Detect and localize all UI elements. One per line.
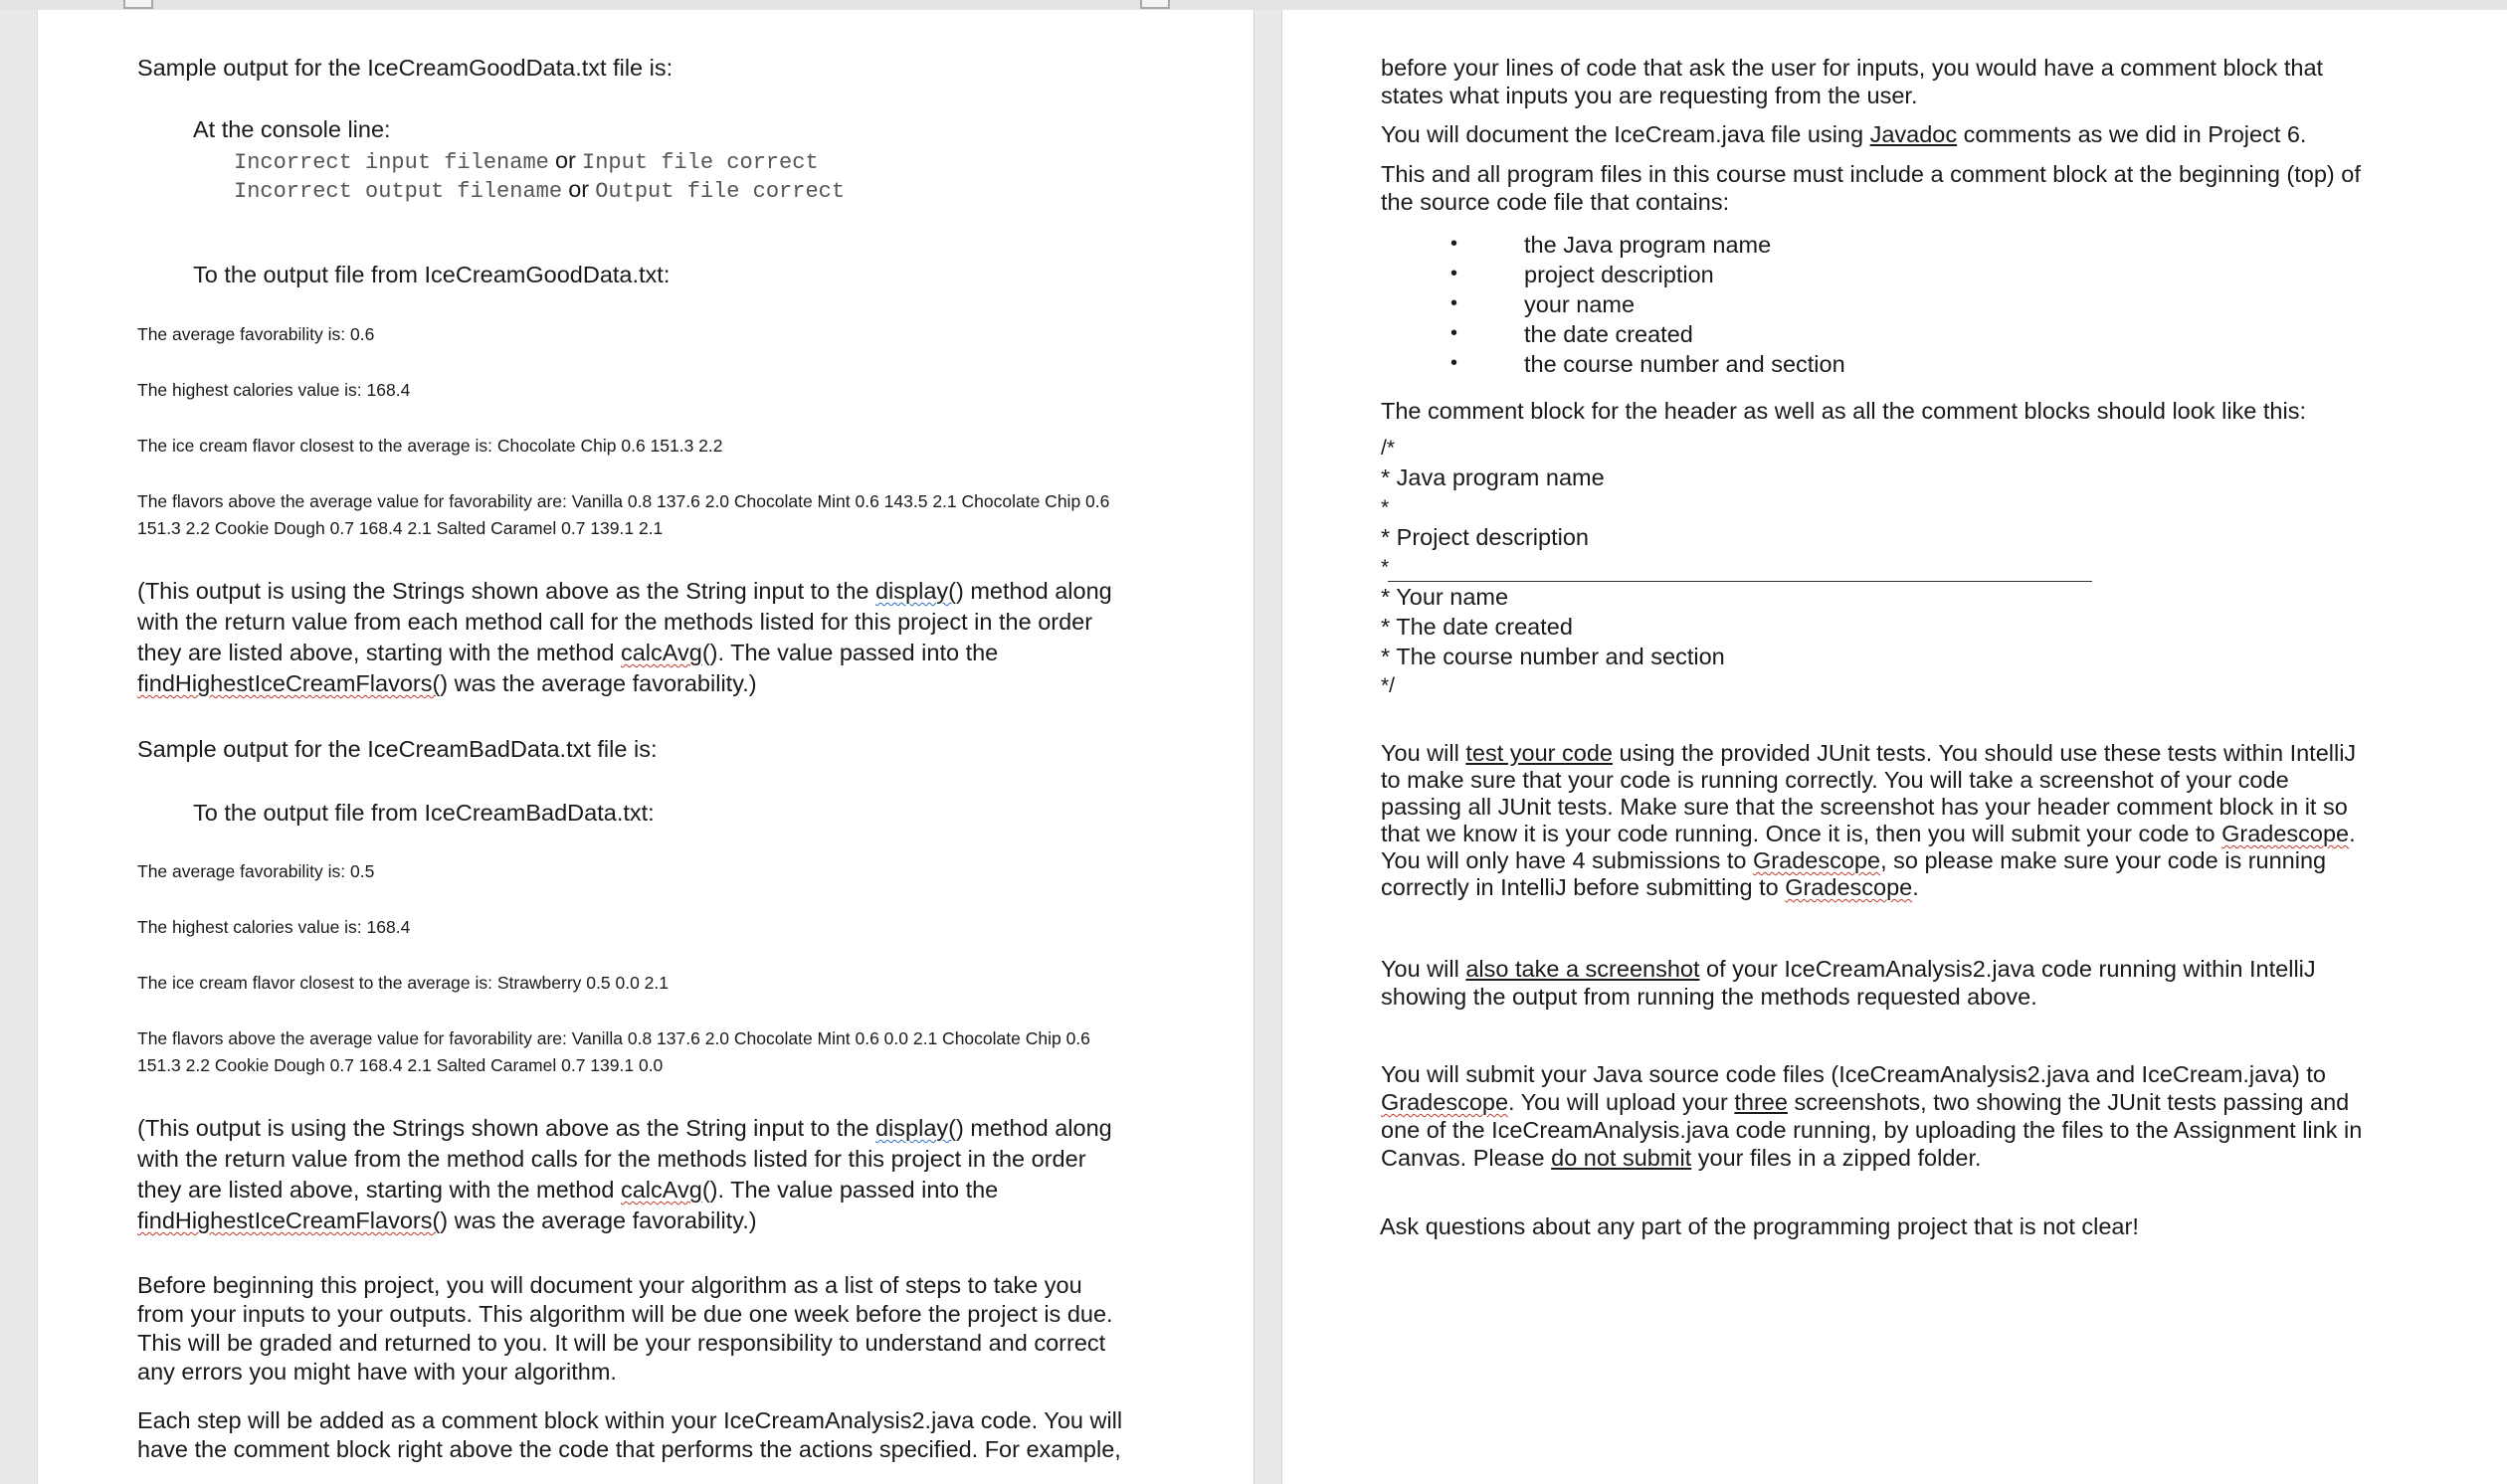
bullet-item: the date created (1524, 321, 1693, 347)
bad-closest-line: The ice cream flavor closest to the average is: Strawberry 0.5 0.0 2.1 (137, 973, 669, 993)
junit-line-6: correctly in IntelliJ before submitting to Gradescope. (1381, 874, 1919, 900)
comment-line: * (1381, 556, 1390, 579)
junit-line-1: You will test your code using the provided JUnit tests. You should use these tests within IntelliJ (1381, 740, 2357, 766)
comment-line: * Java program name (1381, 464, 1605, 490)
junit-line-2: to make sure that your code is running correctly. You will take a screenshot of your code (1381, 767, 2289, 793)
comment-line: * Project description (1381, 524, 1589, 550)
good-highest-line: The highest calories value is: 168.4 (137, 380, 411, 400)
sample-good-heading: Sample output for the IceCreamGoodData.txt file is: (137, 55, 674, 81)
document-page-left (37, 10, 1254, 1484)
bullet-item: your name (1524, 291, 1636, 317)
algorithm-line-1: Before beginning this project, you will document your algorithm as a list of steps to take you (137, 1272, 1082, 1298)
junit-line-3: passing all JUnit tests. Make sure that the screenshot has your header comment block in it so (1381, 794, 2348, 820)
note-good-line-2: with the return value from each method call for the methods listed for this project in the order (137, 609, 1093, 635)
ruler-bar (0, 0, 2507, 10)
junit-line-4: that we know it is your code running. Once it is, then you will submit your code to Gradescope. (1381, 821, 2356, 846)
note-bad-line-4: findHighestIceCreamFlavors() was the average favorability.) (137, 1207, 757, 1233)
bullet-item: the Java program name (1524, 232, 1772, 258)
bullet-icon: • (1450, 322, 1458, 344)
step-line-2: have the comment block right above the code that performs the actions specified. For example, (137, 1436, 1121, 1462)
good-output-label: To the output file from IceCreamGoodData.txt: (193, 262, 671, 287)
good-above-line-2: 151.3 2.2 Cookie Dough 0.7 168.4 2.1 Salted Caramel 0.7 139.1 2.1 (137, 518, 664, 538)
note-good-line-4: findHighestIceCreamFlavors() was the average favorability.) (137, 670, 757, 696)
bullet-icon: • (1450, 233, 1458, 255)
intro-line-1: before your lines of code that ask the user for inputs, you would have a comment block that (1381, 55, 2324, 81)
comment-line: */ (1381, 674, 1396, 697)
ruler-marker-right[interactable] (1140, 0, 1170, 9)
submit-line-3: one of the IceCreamAnalysis.java code running, by uploading the files to the Assignment link in (1381, 1117, 2363, 1143)
submit-line-4: Canvas. Please do not submit your files in a zipped folder. (1381, 1145, 1982, 1171)
header-req-line-1: This and all program files in this course must include a comment block at the beginning (top) of (1381, 161, 2361, 187)
note-bad-line-1: (This output is using the Strings shown above as the String input to the display() method along (137, 1115, 1112, 1141)
good-above-line-1: The flavors above the average value for favorability are: Vanilla 0.8 137.6 2.0 Chocolate Mint 0.6 143.5 2.1 Chocolate Chip 0.6 (137, 491, 1110, 511)
bad-above-line-2: 151.3 2.2 Cookie Dough 0.7 168.4 2.1 Salted Caramel 0.7 139.1 0.0 (137, 1055, 664, 1075)
console-label: At the console line: (193, 116, 391, 142)
bullet-icon: • (1450, 292, 1458, 314)
comment-line: * The date created (1381, 614, 1573, 640)
comment-line: * Your name (1381, 584, 1509, 610)
note-bad-line-2: with the return value from the method calls for the methods listed for this project in the order (137, 1146, 1086, 1172)
console-line-2: Incorrect output filename or Output file correct (234, 176, 846, 204)
screenshot-line-1: You will also take a screenshot of your IceCreamAnalysis2.java code running within IntelliJ (1381, 956, 2316, 982)
good-avg-line: The average favorability is: 0.6 (137, 324, 375, 344)
note-good-line-1: (This output is using the Strings shown above as the String input to the display() method along (137, 578, 1112, 604)
bad-highest-line: The highest calories value is: 168.4 (137, 917, 411, 937)
comment-line: * The course number and section (1381, 644, 1725, 669)
comment-line: * (1381, 496, 1390, 519)
algorithm-line-2: from your inputs to your outputs. This algorithm will be due one week before the project is due. (137, 1301, 1113, 1327)
intro-line-2: states what inputs you are requesting from the user. (1381, 83, 1918, 108)
note-good-line-3: they are listed above, starting with the method calcAvg(). The value passed into the (137, 640, 999, 665)
ruler-marker-left[interactable] (123, 0, 153, 9)
screenshot-line-2: showing the output from running the methods requested above. (1381, 984, 2037, 1010)
sample-bad-heading: Sample output for the IceCreamBadData.txt file is: (137, 736, 658, 762)
bad-above-line-1: The flavors above the average value for favorability are: Vanilla 0.8 137.6 2.0 Chocolate Mint 0.6 0.0 2.1 Chocolate Chip 0.6 (137, 1028, 1090, 1048)
bullet-item: the course number and section (1524, 351, 1845, 377)
comment-line: /* (1381, 437, 1396, 460)
bullet-icon: • (1450, 352, 1458, 374)
step-line-1: Each step will be added as a comment block within your IceCreamAnalysis2.java code. You will (137, 1407, 1123, 1433)
good-closest-line: The ice cream flavor closest to the average is: Chocolate Chip 0.6 151.3 2.2 (137, 436, 723, 456)
console-line-1: Incorrect input filename or Input file correct (234, 147, 819, 175)
header-req-line-2: the source code file that contains: (1381, 189, 1730, 215)
bullet-icon: • (1450, 263, 1458, 284)
algorithm-line-3: This will be graded and returned to you. It will be your responsibility to understand and correct (137, 1330, 1106, 1356)
closing-line: Ask questions about any part of the programming project that is not clear! (1380, 1213, 2139, 1239)
comment-intro: The comment block for the header as well as all the comment blocks should look like this: (1381, 398, 2306, 424)
bad-avg-line: The average favorability is: 0.5 (137, 861, 375, 881)
note-bad-line-3: they are listed above, starting with the method calcAvg(). The value passed into the (137, 1177, 999, 1203)
bad-output-label: To the output file from IceCreamBadData.txt: (193, 800, 655, 826)
junit-line-5: You will only have 4 submissions to Gradescope, so please make sure your code is running (1381, 847, 2327, 873)
submit-line-2: Gradescope. You will upload your three screenshots, two showing the JUnit tests passing and (1381, 1089, 2350, 1115)
comment-divider (1388, 581, 2092, 582)
document-page-right (1281, 10, 2507, 1484)
javadoc-line: You will document the IceCream.java file using Javadoc comments as we did in Project 6. (1381, 121, 2307, 147)
bullet-item: project description (1524, 262, 1714, 287)
algorithm-line-4: any errors you might have with your algorithm. (137, 1359, 617, 1385)
submit-line-1: You will submit your Java source code files (IceCreamAnalysis2.java and IceCream.java) to (1381, 1061, 2326, 1087)
